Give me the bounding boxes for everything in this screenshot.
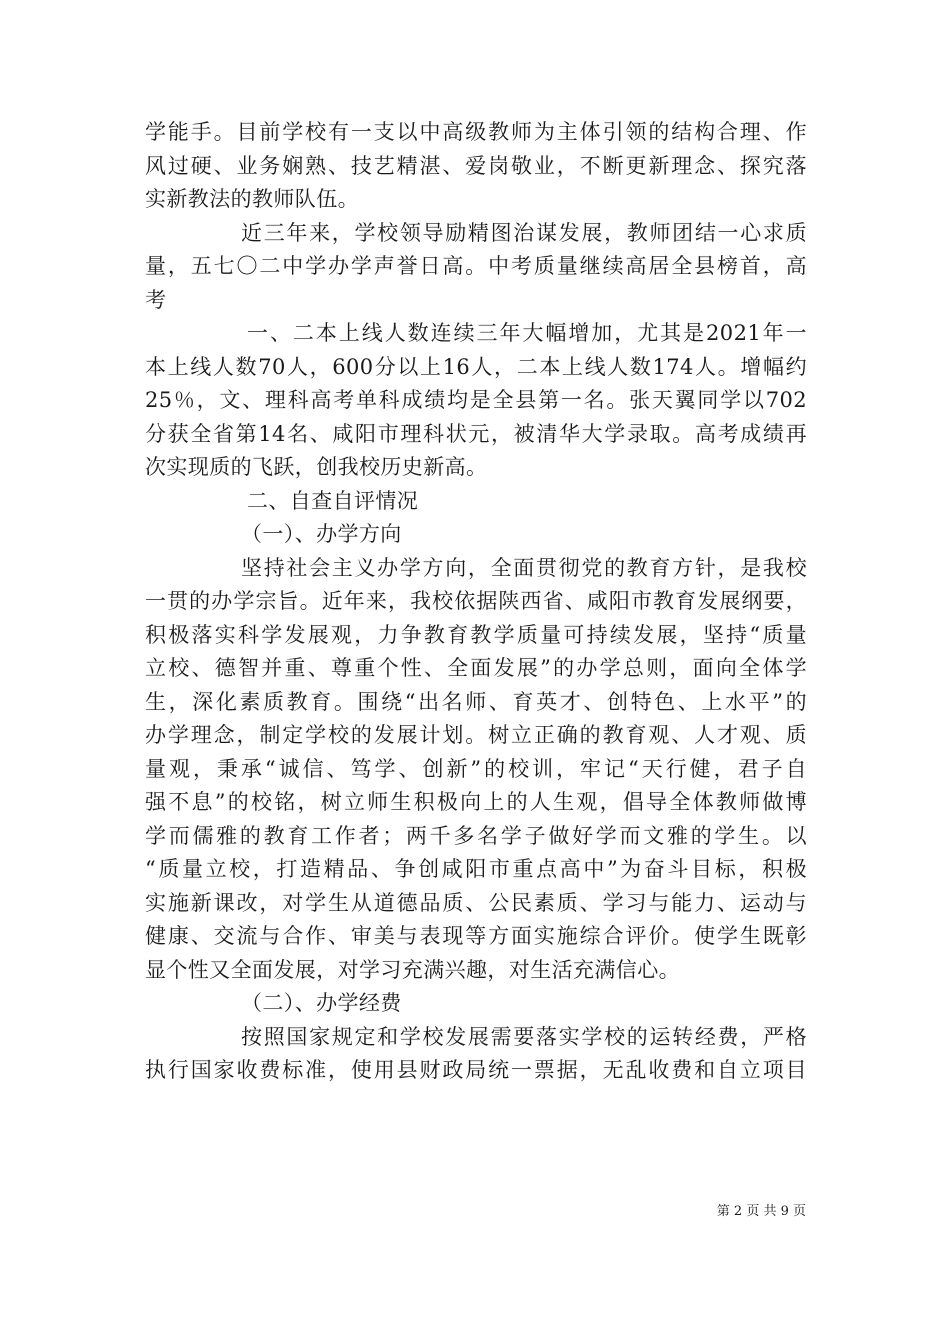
text-line: 量，五七〇二中学办学声誉日高。中考质量继续高居全县榜首，高 bbox=[145, 254, 807, 278]
text-line: 生，深化素质教育。围绕“出名师、育英才、创特色、上水平”的 bbox=[145, 689, 807, 714]
text-line: 一、二本上线人数连续三年大幅增加，尤其是2021年一 bbox=[247, 321, 807, 345]
text-line: 风过硬、业务娴熟、技艺精湛、爱岗敬业，不断更新理念、探究落 bbox=[145, 153, 807, 178]
text-line: 一贯的办学宗旨。近年来，我校依据陕西省、咸阳市教育发展纲要， bbox=[145, 589, 807, 613]
text-line: 实施新课改，对学生从道德品质、公民素质、学习与能力、运动与 bbox=[145, 890, 807, 915]
text-line: 积极落实科学发展观，力争教育教学质量可持续发展，坚持“质量 bbox=[145, 622, 807, 647]
text-line: （一）、办学方向 bbox=[241, 522, 402, 546]
text-line: 学能手。目前学校有一支以中高级教师为主体引领的结构合理、作 bbox=[145, 120, 807, 144]
text-line: 实新教法的教师队伍。 bbox=[145, 187, 359, 211]
text-line: 25％，文、理科高考单科成绩均是全县第一名。张天翼同学以702 bbox=[145, 388, 807, 412]
text-line: 次实现质的飞跃，创我校历史新高。 bbox=[145, 455, 488, 479]
text-line: 强不息”的校铭，树立师生积极向上的人生观，倡导全体教师做博 bbox=[145, 790, 807, 814]
text-line: （二）、办学经费 bbox=[241, 991, 402, 1015]
document-body bbox=[145, 116, 807, 1088]
text-line: 按照国家规定和学校发展需要落实学校的运转经费，严格 bbox=[241, 1024, 807, 1049]
text-line: “质量立校，打造精品、争创咸阳市重点高中”为奋斗目标，积极 bbox=[145, 857, 807, 881]
text-line: 考 bbox=[145, 287, 167, 312]
text-line: 坚持社会主义办学方向，全面贯彻党的教育方针，是我校 bbox=[241, 555, 807, 580]
text-line: 二、自查自评情况 bbox=[247, 488, 419, 513]
text-line: 立校、德智并重、尊重个性、全面发展”的办学总则，面向全体学 bbox=[145, 656, 807, 680]
text-line: 分获全省第14名、咸阳市理科状元，被清华大学录取。高考成绩再 bbox=[145, 421, 807, 446]
text-line: 量观，秉承“诚信、笃学、创新”的校训，牢记“天行健，君子自 bbox=[145, 756, 807, 781]
text-line: 本上线人数70人，600分以上16人，二本上线人数174人。增幅约 bbox=[145, 354, 807, 379]
page-number-footer: 第 2 页 共 9 页 bbox=[716, 1204, 806, 1219]
text-line: 办学理念，制定学校的发展计划。树立正确的教育观、人才观、质 bbox=[145, 723, 807, 747]
text-line: 执行国家收费标准，使用县财政局统一票据，无乱收费和自立项目 bbox=[145, 1058, 807, 1082]
text-line: 健康、交流与合作、审美与表现等方面实施综合评价。使学生既彰 bbox=[145, 924, 807, 948]
text-line: 显个性又全面发展，对学习充满兴趣，对生活充满信心。 bbox=[145, 957, 680, 982]
text-line: 近三年来，学校领导励精图治谋发展，教师团结一心求质 bbox=[241, 220, 807, 245]
text-line: 学而儒雅的教育工作者；两千多名学子做好学而文雅的学生。以 bbox=[145, 823, 807, 848]
